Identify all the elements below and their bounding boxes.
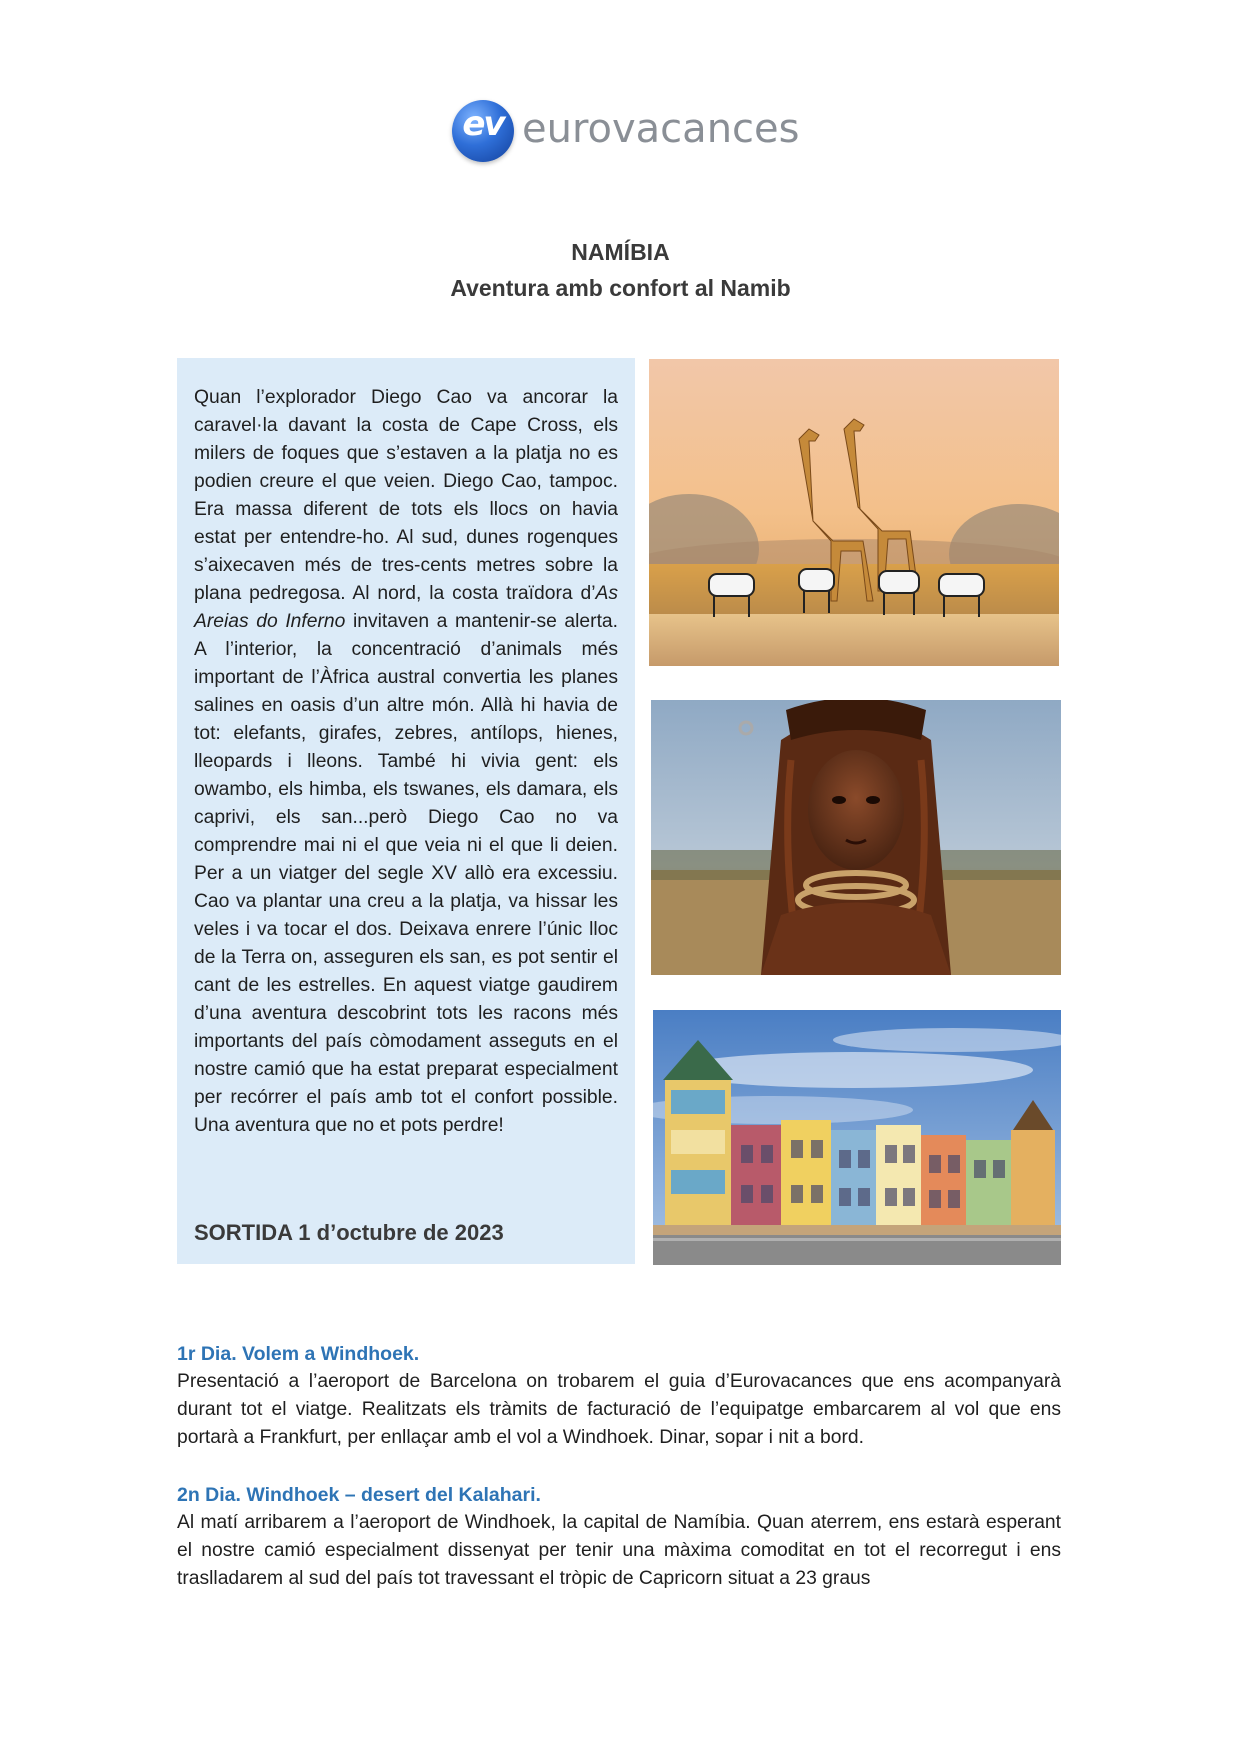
itinerary-day-1 <box>177 1340 1061 1452</box>
day-1-title: 1r Dia. Volem a Windhoek. <box>177 1343 420 1365</box>
intro-text-part2: invitaven a mantenir-se alerta. A l’interior, la concentració d’animals més important de l’Àfrica austral convertia les planes salines en oasis d’un altre món. Allà hi havia de tot: elefants, girafes, zebres, antílops, hienes, lleopards i lleons. També hi vivia gent: els owambo, els himba, els tswanes, els damara, els caprivi, els san...però Diego Cao no va comprendre mai ni el que veia ni el que li deien. Per a un viatger del segle XV allò era excessiu. Cao va plantar una creu a la platja, va hissar les veles i va tocar el dos. Deixava enrere l’únic lloc de la Terra on, asseguren els san, es pot sentir el cant de les estrelles. En aquest viatge gaudirem d’una aventura descobrint tots les racons més importants del país còmodament asseguts en el nostre camió que ha estat preparat especialment per recórrer el país amb tot el confort possible. Una aventura que no et pots perdre! <box>194 611 619 1136</box>
intro-text <box>194 384 618 1140</box>
page-title <box>0 234 1241 306</box>
giraffes-zebras-illustration <box>649 359 1059 666</box>
day-1-text: Presentació a l’aeroport de Barcelona on trobarem el guia d’Eurovacances que ens acompanyarà durant tot el viatge. Realitzats els tràmits de facturació de l’equipatge embarcarem al vol que ens portarà a Frankfurt, per enllaçar amb el vol a Windhoek. Dinar, sopar i nit a bord. <box>177 1371 1061 1448</box>
photo-colorful-houses <box>653 1010 1061 1265</box>
title-subtitle: Aventura amb confort al Namib <box>450 275 791 301</box>
photo-himba-woman <box>651 700 1061 975</box>
himba-woman-illustration <box>651 700 1061 975</box>
photo-giraffes-zebras <box>649 359 1059 666</box>
intro-box <box>177 358 635 1264</box>
day-2-text: Al matí arribarem a l’aeroport de Windhoek, la capital de Namíbia. Quan aterrem, ens estarà esperant el nostre camió especialment dissenyat per tenir una màxima comoditat en tot el recorregut i ens traslladarem al sud del país tot travessant el tròpic de Capricorn situat a 23 graus <box>177 1512 1061 1589</box>
itinerary-day-2 <box>177 1481 1061 1593</box>
departure-date: SORTIDA 1 d’octubre de 2023 <box>194 1220 504 1245</box>
eurovacances-logo <box>452 96 802 168</box>
intro-text-part1: Quan l’explorador Diego Cao va ancorar la caravel·la davant la costa de Cape Cross, els milers de foques que s’estaven a la platja no es podien creure el que veien. Diego Cao, tampoc. Era massa diferent de tots els llocs on havia estat per entendre-ho. Al sud, dunes rogenques s’aixecaven més de tres-cents metres sobre la plana pedregosa. Al nord, la costa traïdora d’ <box>194 387 618 604</box>
intro-text-italic: As Areias do Inferno <box>194 583 618 632</box>
title-country: NAMÍBIA <box>571 239 670 265</box>
colorful-houses-illustration <box>653 1010 1061 1265</box>
day-2-title: 2n Dia. Windhoek – desert del Kalahari. <box>177 1484 541 1506</box>
logo-wordmark: eurovacances <box>522 106 800 152</box>
logo-mark-text: ev <box>462 104 504 144</box>
